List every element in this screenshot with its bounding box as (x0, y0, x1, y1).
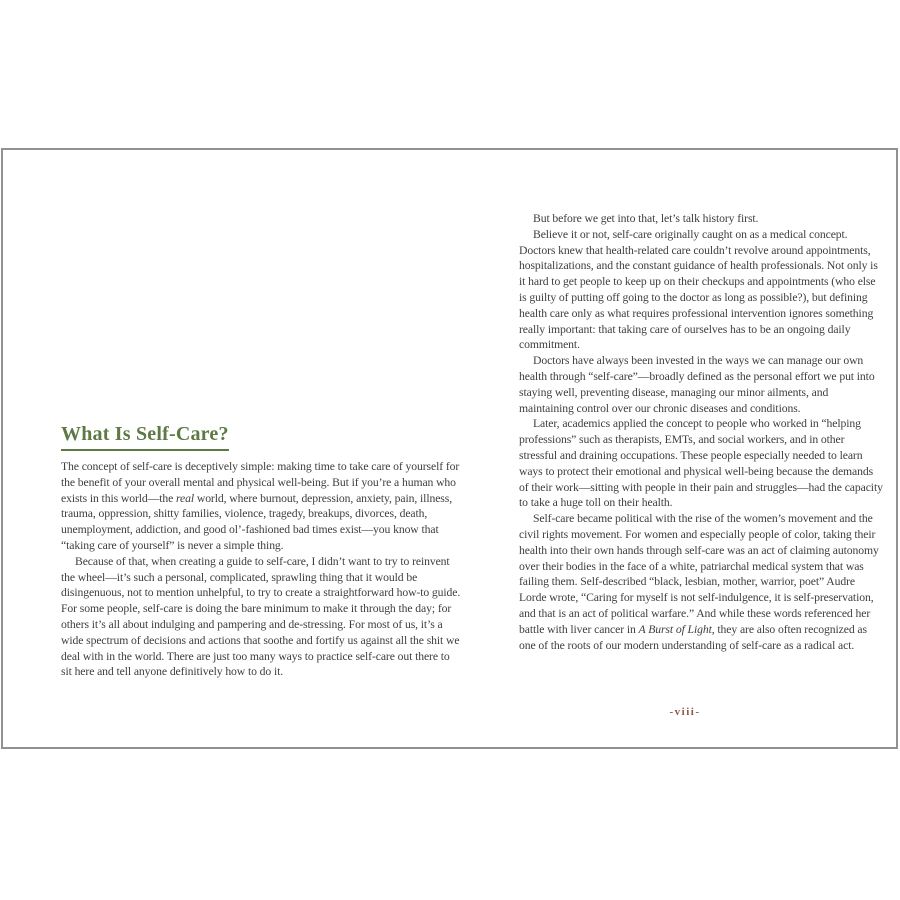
italic-text-run: real (176, 491, 195, 505)
text-run: Believe it or not, self-care originally caught on as a medical concept. Doctors knew that health-related care couldn’t revolve around appointments, hospitalizations, and the constant guidance of health professionals. Not only is it hard to get people to keep up on their checkups and appointments (who else is guilty of putting off going to the doctor as long as possible?), but defining health care only as what requires professional intervention ignores something really important: that taking care of ourselves has to be an ongoing daily commitment. (519, 227, 878, 352)
left-page-paragraphs (61, 459, 461, 680)
text-run: Self-care became political with the rise of the women’s movement and the civil rights movement. For women and especially people of color, taking their health into their own hands through self-care was an act of claiming autonomy over their bodies in the face of a white, patriarchal medical system that was failing them. Self-described “black, lesbian, mother, warrior, poet” Audre Lorde wrote, “Caring for myself is not self-indulgence, it is self-preservation, and that is an act of political warfare.” And while these words referenced her battle with liver cancer in (519, 512, 879, 636)
text-run: , they are also often recognized as one of the roots of our modern understanding of self-care as a radical act. (519, 622, 867, 652)
text-run: Doctors have always been invested in the ways we can manage our own health through “self-care”—broadly defined as the personal effort we put into staying well, preventing disease, managing our minor ailments, and maintaining control over our chronic diseases and conditions. (519, 354, 875, 415)
left-page-text-column (61, 423, 461, 680)
paragraph (519, 353, 885, 416)
paragraph (519, 416, 885, 511)
paragraph (519, 227, 885, 353)
text-run: Later, academics applied the concept to people who worked in “helping professions” such as therapists, EMTs, and social workers, and in other stressful and draining occupations. These people especially needed to learn ways to protect their emotional and physical well-being because the demands of their work—sitting with people in their pain and struggles—had the capacity to take a huge toll on their health. (519, 417, 883, 510)
text-run: The concept of self-care is deceptively simple: making time to take care of yourself for the benefit of your overall mental and physical well-being. But if you’re a human who exists in this world—the (61, 460, 460, 505)
text-run: Because of that, when creating a guide to self-care, I didn’t want to try to reinvent the wheel—it’s such a personal, complicated, sprawling thing that it would be disingenuous, not to mention unhelpful, to try to create a straightforward how-to guide. For some people, self-care is doing the bare minimum to make it through the day; for others it’s all about indulging and pampering and de-stressing. For most of us, it’s a wide spectrum of decisions and actions that soothe and fortify us against all the shit we deal with in the world. There are just too many ways to practice self-care out there to sit here and tell anyone definitively how to do it. (61, 554, 461, 679)
section-heading: What Is Self-Care? (61, 423, 229, 451)
text-run: But before we get into that, let’s talk history first. (533, 212, 759, 225)
right-page-paragraphs (519, 211, 885, 653)
paragraph (519, 211, 885, 227)
page-number: -viii- (669, 706, 701, 718)
paragraph (61, 459, 461, 554)
right-page-text-column (519, 211, 885, 653)
italic-text-run: A Burst of Light (638, 622, 712, 636)
text-run: world, where burnout, depression, anxiety, pain, illness, trauma, oppression, shitty families, violence, tragedy, breakups, divorces, death, unemployment, addiction, and good ol’-fashioned bad times exist—you know that “taking care of yourself” is never a simple thing. (61, 491, 453, 552)
paragraph (519, 511, 885, 653)
paragraph (61, 554, 461, 680)
